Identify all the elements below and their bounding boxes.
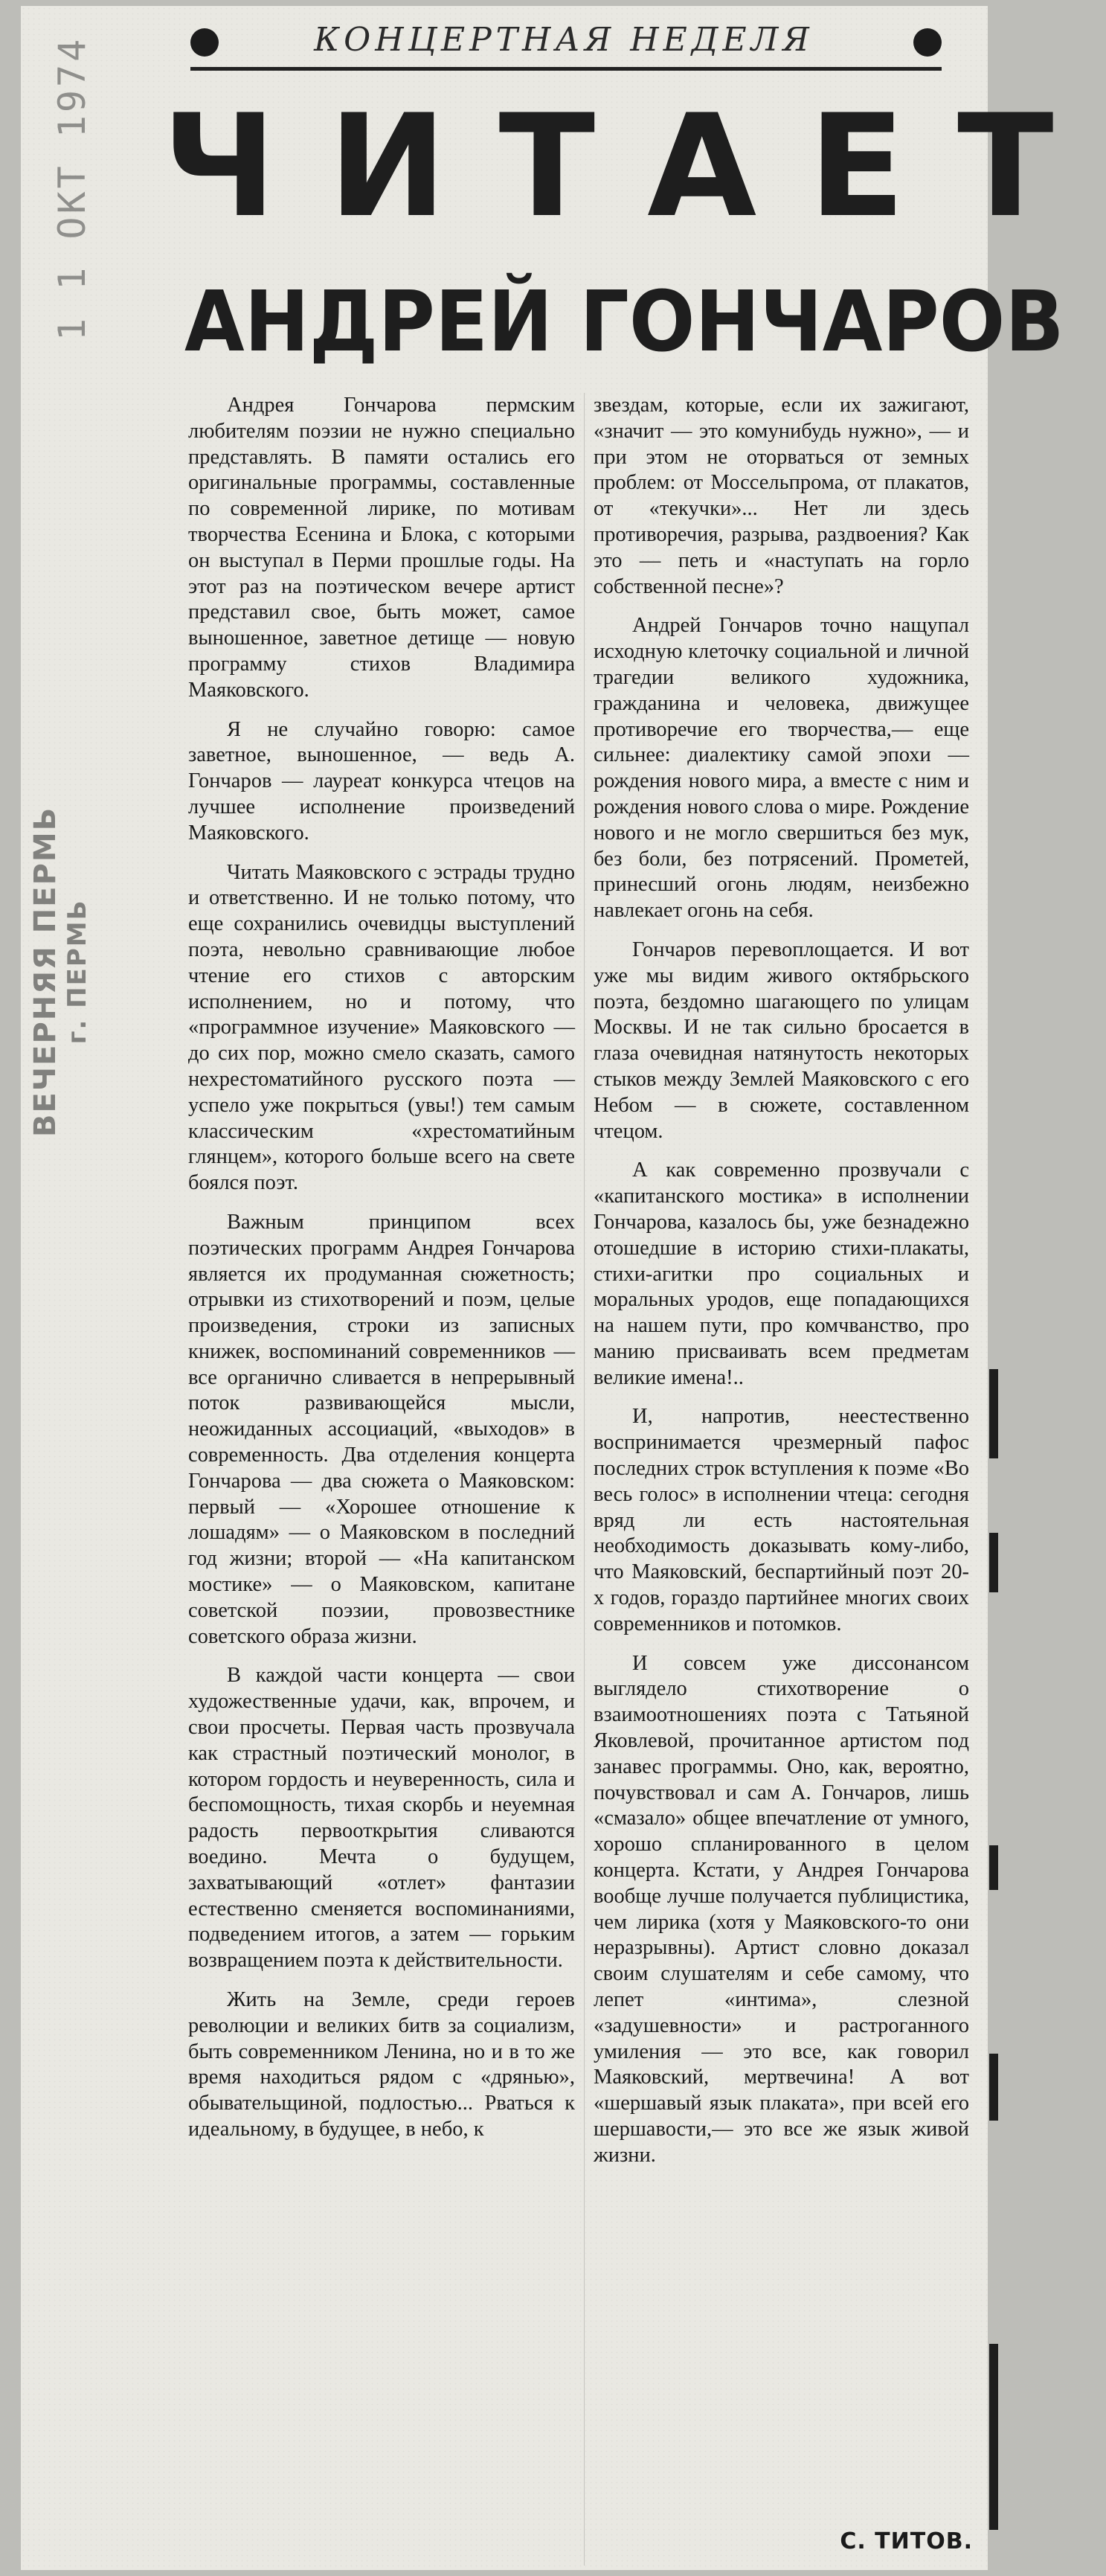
newspaper-name: ВЕЧЕРНЯЯ ПЕРМЬ	[28, 806, 62, 1137]
headline-line-1: ЧИТАЕТ	[162, 84, 1106, 249]
paragraph: И, напротив, неестественно воспринимается чрезмерный пафос последних строк вступления к поэме «Во весь голос» в исполнении чтеца: сегодня вряд ли есть настоятельная необходимость доказывать кому-либо, что Маяковский, беспартийный поэт 20-х годов, гораздо партийнее многих своих современников и потомков.	[594, 1405, 969, 1635]
bullet-dot-left	[190, 28, 219, 57]
newspaper-city: г. ПЕРМЬ	[62, 899, 92, 1045]
page-edge-mark	[989, 2344, 998, 2530]
paragraph: Андрея Гончарова пермским любителям поэзии не нужно специально представлять. В памяти остались его оригинальные программы, составленные по современной лирике, по мотивам творчества Есенина и Блока, с которыми он выступал в Перми прошлые годы. На этот раз на поэтическом вечере артист представил свое, быть может, самое выношенное, заветное детище — новую программу стихов Владимира Маяковского.	[188, 394, 575, 702]
paragraph: Читать Маяковского с эстрады трудно и ответственно. И не только потому, что еще сохранились очевидцы выступлений поэта, невольно сравнивающие любое чтение его стихов с авторским исполнением, но и потому, что «программное изучение» Маяковского — до сих пор, можно смело сказать, самого нехрестоматийного русского поэта — успело уже покрыться (увы!) тем самым классическим «хрестоматийным глянцем», которого больше всего на свете боялся поэт.	[188, 860, 575, 1195]
newspaper-clipping	[21, 6, 1106, 2570]
bullet-dot-right	[913, 28, 942, 57]
page-edge-mark	[989, 1369, 998, 1458]
rubric-underline	[190, 67, 942, 71]
paragraph: И совсем уже диссонансом выглядело стихотворение о взаимоотношениях поэта с Татьяной Яковлевой, прочитанное артистом под занавес программы. Оно, как, вероятно, почувствовал и сам А. Гончаров, лишь «смазало» общее впечатление от умного, хорошо спланированного в целом концерта. Кстати, у Андрея Гончарова вообще лучше получается публицистика, чем лирика (хотя у Маяковского-то они неразрывны). Артист словно доказал своим слушателям и себе самому, что лепет «интима», слезной «задушевности» и растроганного умиления — это все, как говорил Маяковский, мертвечина! А вот «шершавый язык плаката», при всей его шершавости,— это все же язык живой жизни.	[594, 1651, 969, 2167]
author-signature: С. ТИТОВ.	[840, 2528, 973, 2554]
date-stamp: 1 1 ОКТ 1974	[51, 36, 94, 341]
column-divider	[584, 393, 585, 2566]
article-column-right	[594, 393, 969, 2551]
newspaper-stamp	[28, 807, 92, 1137]
paragraph: Я не случайно говорю: самое заветное, выношенное, — ведь А. Гончаров — лауреат конкурса чтецов на лучшее исполнение произведений Маяковского.	[188, 717, 575, 845]
rubric-label: КОНЦЕРТНАЯ НЕДЕЛЯ	[314, 21, 814, 59]
rubric-banner	[21, 21, 988, 63]
paragraph: А как современно прозвучали с «капитанского мостика» в исполнении Гончарова, казалось бы, уже безнадежно отошедшие в историю стихи-плакаты, стихи-агитки про социальных и моральных уродов, еще попадающихся на нашем пути, про комчванство, про манию присваивать всем предметам великие имена!..	[594, 1159, 969, 1389]
paragraph: звездам, которые, если их зажигают, «значит — это комунибудь нужно», — и при этом не оторваться от земных проблем: от Моссельпрома, от плакатов, от «текучки»... Нет ли здесь противоречия, разрыва, раздвоения? Как это — петь и «наступать на горло собственной песне»?	[594, 394, 969, 598]
paragraph: Важным принципом всех поэтических программ Андрея Гончарова является их продуманная сюжетность; отрывки из стихотворений и поэм, целые произведения, строки из записных книжек, воспоминаний современников — все органично сливается в непрерывный поток развивающейся мысли, неожиданных ассоциаций, «выходов» в современность. Два отделения концерта Гончарова — два сюжета о Маяковском: первый — «Хорошее отношение к лошадям» — о Маяковском в последний год жизни; второй — «На капитанском мостике» — о Маяковском, капитане советской поэзии, провозвестнике советского образа жизни.	[188, 1210, 575, 1648]
paragraph: Андрей Гончаров точно нащупал исходную клеточку социальной и личной трагедии великого художника, гражданина и человека, движущее противоречие его творчества,— еще сильнее: диалектику самой эпохи — рождения нового мира, а вместе с ним и рождения нового слова о мире. Рождение нового и не могло свершиться без мук, без боли, без потрясений. Прометей, принесший огонь людям, неизбежно навлекает огонь на себя.	[594, 614, 969, 923]
paragraph: Жить на Земле, среди героев революции и великих битв за социализм, быть современником Ленина, но и в то же время находиться рядом с «дрянью», обывательщиной, подлостью... Рваться к идеальному, в будущее, в небо, к	[188, 1988, 575, 2141]
page-edge-mark	[989, 1845, 998, 1890]
article-column-left	[188, 393, 575, 2551]
paragraph: Гончаров перевоплощается. И вот уже мы видим живого октябрьского поэта, бездомно шагающего по улицам Москвы. И не так сильно бросается в глаза очевидная натянутость некоторых стыков между Землей Маяковского с его Небом — в сюжете, составленном чтецом.	[594, 938, 969, 1143]
page-edge-mark	[989, 1533, 998, 1592]
paragraph: В каждой части концерта — свои художественные удачи, как, впрочем, и свои просчеты. Первая часть прозвучала как страстный поэтический монолог, в котором гордость и неуверенность, сила и беспомощность, тихая скорбь и неуемная радость первооткрытия сливаются воедино. Мечта о будущем, захватывающий «отлет» фантазии естественно сменяется воспоминаниями, подведением итогов, а затем — горьким возвращением поэта к действительности.	[188, 1664, 575, 1973]
headline-line-2: АНДРЕЙ ГОНЧАРОВ	[184, 274, 1064, 371]
page-edge-mark	[989, 2054, 998, 2121]
